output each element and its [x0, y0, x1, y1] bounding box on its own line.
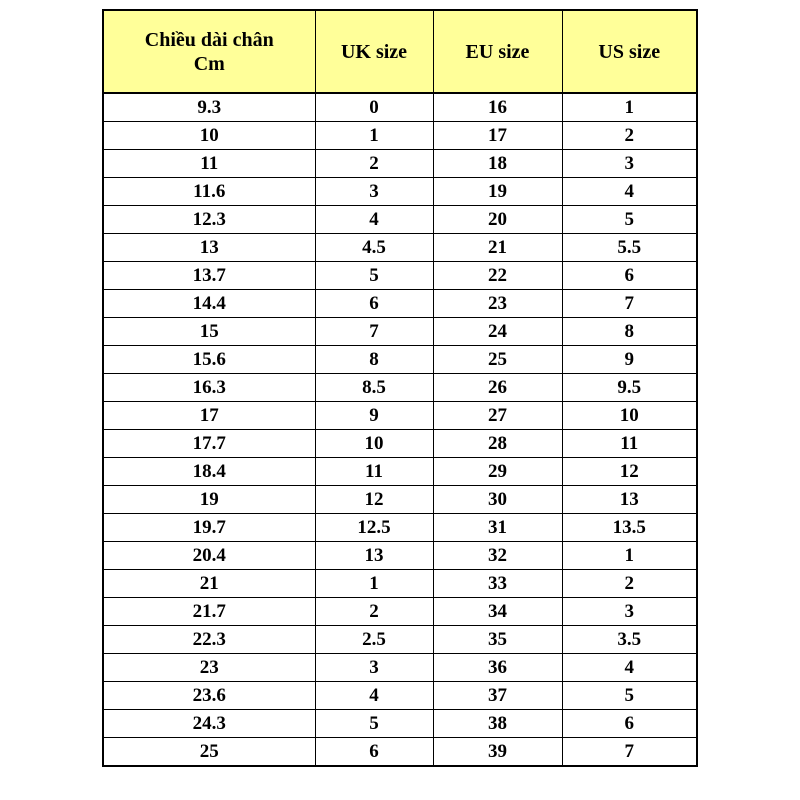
cell-foot-length-cm: 10 [103, 122, 315, 150]
cell-uk-size: 4 [315, 682, 433, 710]
cell-uk-size: 4.5 [315, 234, 433, 262]
cell-foot-length-cm: 21.7 [103, 598, 315, 626]
cell-eu-size: 28 [433, 430, 562, 458]
cell-foot-length-cm: 11.6 [103, 178, 315, 206]
cell-us-size: 4 [562, 178, 697, 206]
table-row [103, 318, 697, 346]
table-body [103, 93, 697, 766]
cell-eu-size: 21 [433, 234, 562, 262]
table-row [103, 682, 697, 710]
cell-eu-size: 20 [433, 206, 562, 234]
cell-eu-size: 36 [433, 654, 562, 682]
cell-uk-size: 8 [315, 346, 433, 374]
cell-foot-length-cm: 24.3 [103, 710, 315, 738]
cell-uk-size: 13 [315, 542, 433, 570]
cell-uk-size: 1 [315, 122, 433, 150]
table-row [103, 738, 697, 767]
cell-us-size: 7 [562, 738, 697, 767]
cell-us-size: 11 [562, 430, 697, 458]
cell-foot-length-cm: 15 [103, 318, 315, 346]
cell-us-size: 13 [562, 486, 697, 514]
cell-eu-size: 18 [433, 150, 562, 178]
header-row [103, 10, 697, 93]
table-row [103, 598, 697, 626]
header-eu-size: EU size [433, 10, 562, 93]
cell-uk-size: 12 [315, 486, 433, 514]
cell-us-size: 2 [562, 122, 697, 150]
cell-us-size: 9.5 [562, 374, 697, 402]
cell-us-size: 5 [562, 206, 697, 234]
cell-foot-length-cm: 22.3 [103, 626, 315, 654]
cell-uk-size: 3 [315, 654, 433, 682]
cell-us-size: 1 [562, 93, 697, 122]
cell-foot-length-cm: 25 [103, 738, 315, 767]
table-row [103, 262, 697, 290]
cell-us-size: 2 [562, 570, 697, 598]
cell-us-size: 5 [562, 682, 697, 710]
cell-uk-size: 4 [315, 206, 433, 234]
cell-uk-size: 10 [315, 430, 433, 458]
table-row [103, 93, 697, 122]
cell-us-size: 10 [562, 402, 697, 430]
cell-eu-size: 17 [433, 122, 562, 150]
cell-eu-size: 32 [433, 542, 562, 570]
cell-uk-size: 9 [315, 402, 433, 430]
cell-uk-size: 5 [315, 262, 433, 290]
cell-eu-size: 33 [433, 570, 562, 598]
table-row [103, 654, 697, 682]
cell-eu-size: 35 [433, 626, 562, 654]
table-row [103, 514, 697, 542]
cell-eu-size: 38 [433, 710, 562, 738]
cell-us-size: 13.5 [562, 514, 697, 542]
cell-foot-length-cm: 18.4 [103, 458, 315, 486]
cell-us-size: 3 [562, 150, 697, 178]
cell-eu-size: 26 [433, 374, 562, 402]
cell-foot-length-cm: 19 [103, 486, 315, 514]
cell-eu-size: 31 [433, 514, 562, 542]
header-uk-size: UK size [315, 10, 433, 93]
cell-uk-size: 7 [315, 318, 433, 346]
table-row [103, 374, 697, 402]
table-row [103, 346, 697, 374]
table-header [103, 10, 697, 93]
cell-foot-length-cm: 23 [103, 654, 315, 682]
cell-eu-size: 16 [433, 93, 562, 122]
header-foot-length-cm [103, 10, 315, 93]
cell-eu-size: 23 [433, 290, 562, 318]
shoe-size-table [102, 9, 698, 767]
cell-foot-length-cm: 13.7 [103, 262, 315, 290]
cell-foot-length-cm: 19.7 [103, 514, 315, 542]
header-foot-length-label: Chiều dài chân [144, 28, 274, 51]
table-row [103, 486, 697, 514]
cell-uk-size: 2 [315, 598, 433, 626]
cell-eu-size: 30 [433, 486, 562, 514]
cell-us-size: 6 [562, 262, 697, 290]
table-row [103, 458, 697, 486]
cell-uk-size: 6 [315, 738, 433, 767]
cell-uk-size: 6 [315, 290, 433, 318]
cell-us-size: 4 [562, 654, 697, 682]
table-row [103, 206, 697, 234]
table-row [103, 542, 697, 570]
table-row [103, 402, 697, 430]
table-row [103, 178, 697, 206]
header-us-size: US size [562, 10, 697, 93]
cell-eu-size: 37 [433, 682, 562, 710]
cell-foot-length-cm: 9.3 [103, 93, 315, 122]
cell-foot-length-cm: 11 [103, 150, 315, 178]
cell-foot-length-cm: 12.3 [103, 206, 315, 234]
cell-foot-length-cm: 20.4 [103, 542, 315, 570]
table-row [103, 290, 697, 318]
table-row [103, 150, 697, 178]
cell-eu-size: 24 [433, 318, 562, 346]
cell-foot-length-cm: 17 [103, 402, 315, 430]
cell-uk-size: 5 [315, 710, 433, 738]
cell-uk-size: 3 [315, 178, 433, 206]
cell-foot-length-cm: 13 [103, 234, 315, 262]
cell-uk-size: 8.5 [315, 374, 433, 402]
cell-uk-size: 2 [315, 150, 433, 178]
cell-us-size: 12 [562, 458, 697, 486]
table-row [103, 122, 697, 150]
cell-us-size: 3 [562, 598, 697, 626]
cell-us-size: 7 [562, 290, 697, 318]
table-row [103, 234, 697, 262]
cell-uk-size: 11 [315, 458, 433, 486]
cell-eu-size: 25 [433, 346, 562, 374]
cell-eu-size: 19 [433, 178, 562, 206]
cell-foot-length-cm: 16.3 [103, 374, 315, 402]
cell-foot-length-cm: 15.6 [103, 346, 315, 374]
cell-foot-length-cm: 21 [103, 570, 315, 598]
cell-uk-size: 0 [315, 93, 433, 122]
cell-us-size: 9 [562, 346, 697, 374]
table-row [103, 570, 697, 598]
cell-eu-size: 29 [433, 458, 562, 486]
cell-eu-size: 39 [433, 738, 562, 767]
table-row [103, 430, 697, 458]
cell-us-size: 1 [562, 542, 697, 570]
cell-foot-length-cm: 14.4 [103, 290, 315, 318]
cell-eu-size: 22 [433, 262, 562, 290]
cell-uk-size: 12.5 [315, 514, 433, 542]
table-row [103, 710, 697, 738]
cell-us-size: 5.5 [562, 234, 697, 262]
cell-foot-length-cm: 17.7 [103, 430, 315, 458]
cell-uk-size: 2.5 [315, 626, 433, 654]
cell-uk-size: 1 [315, 570, 433, 598]
cell-foot-length-cm: 23.6 [103, 682, 315, 710]
cell-eu-size: 34 [433, 598, 562, 626]
cell-us-size: 3.5 [562, 626, 697, 654]
header-cm-unit: Cm [193, 52, 225, 75]
table-row [103, 626, 697, 654]
cell-us-size: 6 [562, 710, 697, 738]
cell-eu-size: 27 [433, 402, 562, 430]
cell-us-size: 8 [562, 318, 697, 346]
